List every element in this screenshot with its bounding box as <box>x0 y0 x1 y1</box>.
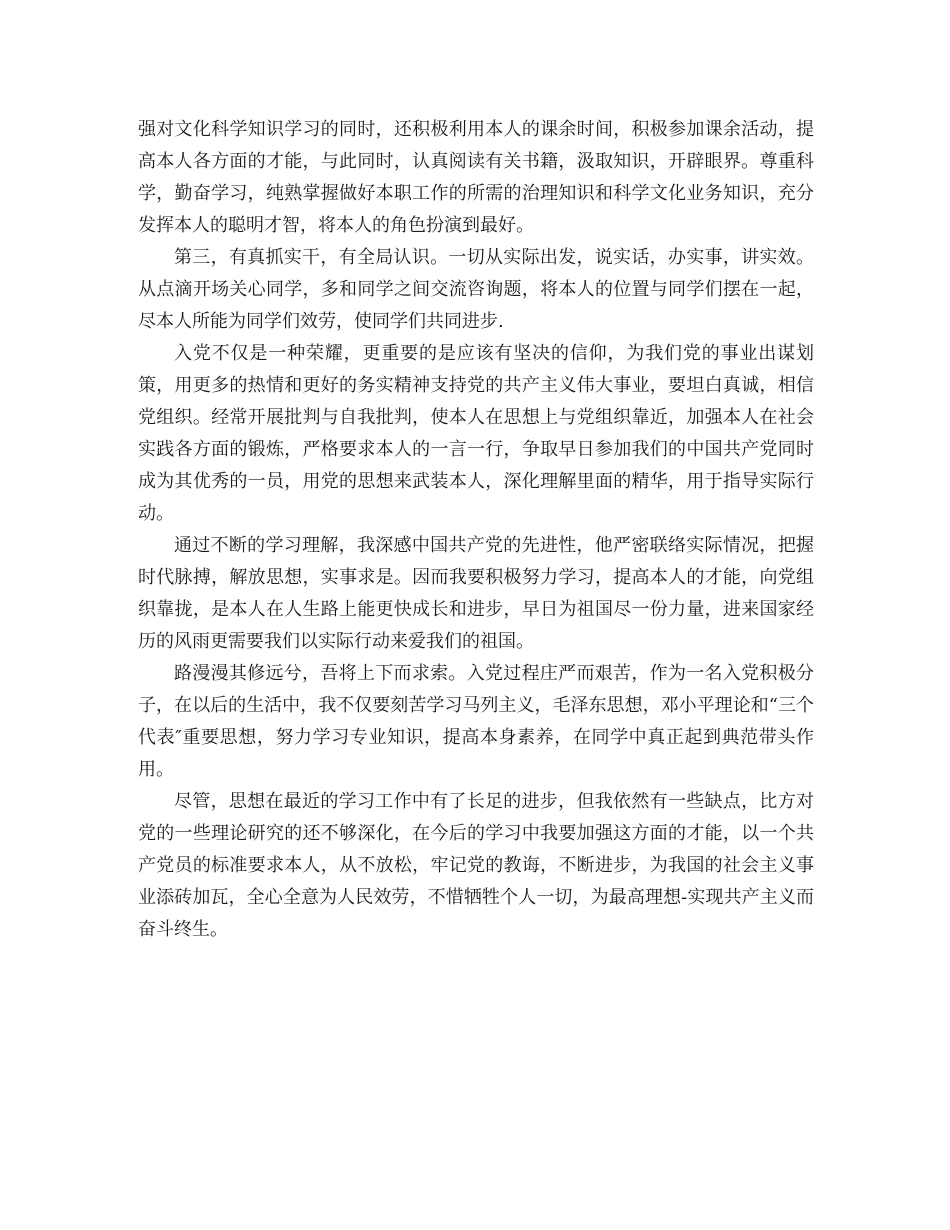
paragraph-6: 尽管，思想在最近的学习工作中有了长足的进步，但我依然有一些缺点，比方对党的一些理论研究的还不够深化，在今后的学习中我要加强这方面的才能，以一个共产党员的标准要求本人，从不放松，牢记党的教诲，不断进步，为我国的社会主义事业添砖加瓦，全心全意为人民效劳，不惜牺牲个人一切，为最高理想-实现共产主义而奋斗终生。 <box>138 791 814 940</box>
paragraph-5: 路漫漫其修远兮，吾将上下而求索。入党过程庄严而艰苦，作为一名入党积极分子，在以后的生活中，我不仅要刻苦学习马列主义，毛泽东思想，邓小平理论和“三个代表″重要思想，努力学习专业知识，提高本身素养，在同学中真正起到典范带头作用。 <box>138 663 814 780</box>
document-body <box>138 114 814 946</box>
paragraph-1: 强对文化科学知识学习的同时，还积极利用本人的课余时间，积极参加课余活动，提高本人各方面的才能，与此同时，认真阅读有关书籍，汲取知识，开辟眼界。尊重科学，勤奋学习，纯熟掌握做好本职工作的所需的治理知识和科学文化业务知识，充分发挥本人的聪明才智，将本人的角色扮演到最好。 <box>138 119 814 236</box>
paragraph-3: 入党不仅是一种荣耀，更重要的是应该有坚决的信仰，为我们党的事业出谋划策，用更多的热情和更好的务实精神支持党的共产主义伟大事业，要坦白真诚，相信党组织。经常开展批判与自我批判，使本人在思想上与党组织靠近，加强本人在社会实践各方面的锻炼，严格要求本人的一言一行，争取早日参加我们的中国共产党同时成为其优秀的一员，用党的思想来武装本人，深化理解里面的精华，用于指导实际行动。 <box>138 343 814 524</box>
paragraph-2: 第三，有真抓实干，有全局认识。一切从实际出发，说实话，办实事，讲实效。从点滴开场关心同学，多和同学之间交流咨询题，将本人的位置与同学们摆在一起，尽本人所能为同学们效劳，使同学们共同进步. <box>138 247 814 332</box>
paragraph-4: 通过不断的学习理解，我深感中国共产党的先进性，他严密联络实际情况，把握时代脉搏，解放思想，实事求是。因而我要积极努力学习，提高本人的才能，向党组织靠拢，是本人在人生路上能更快成长和进步，早日为祖国尽一份力量，进来国家经历的风雨更需要我们以实际行动来爱我们的祖国。 <box>138 535 814 652</box>
